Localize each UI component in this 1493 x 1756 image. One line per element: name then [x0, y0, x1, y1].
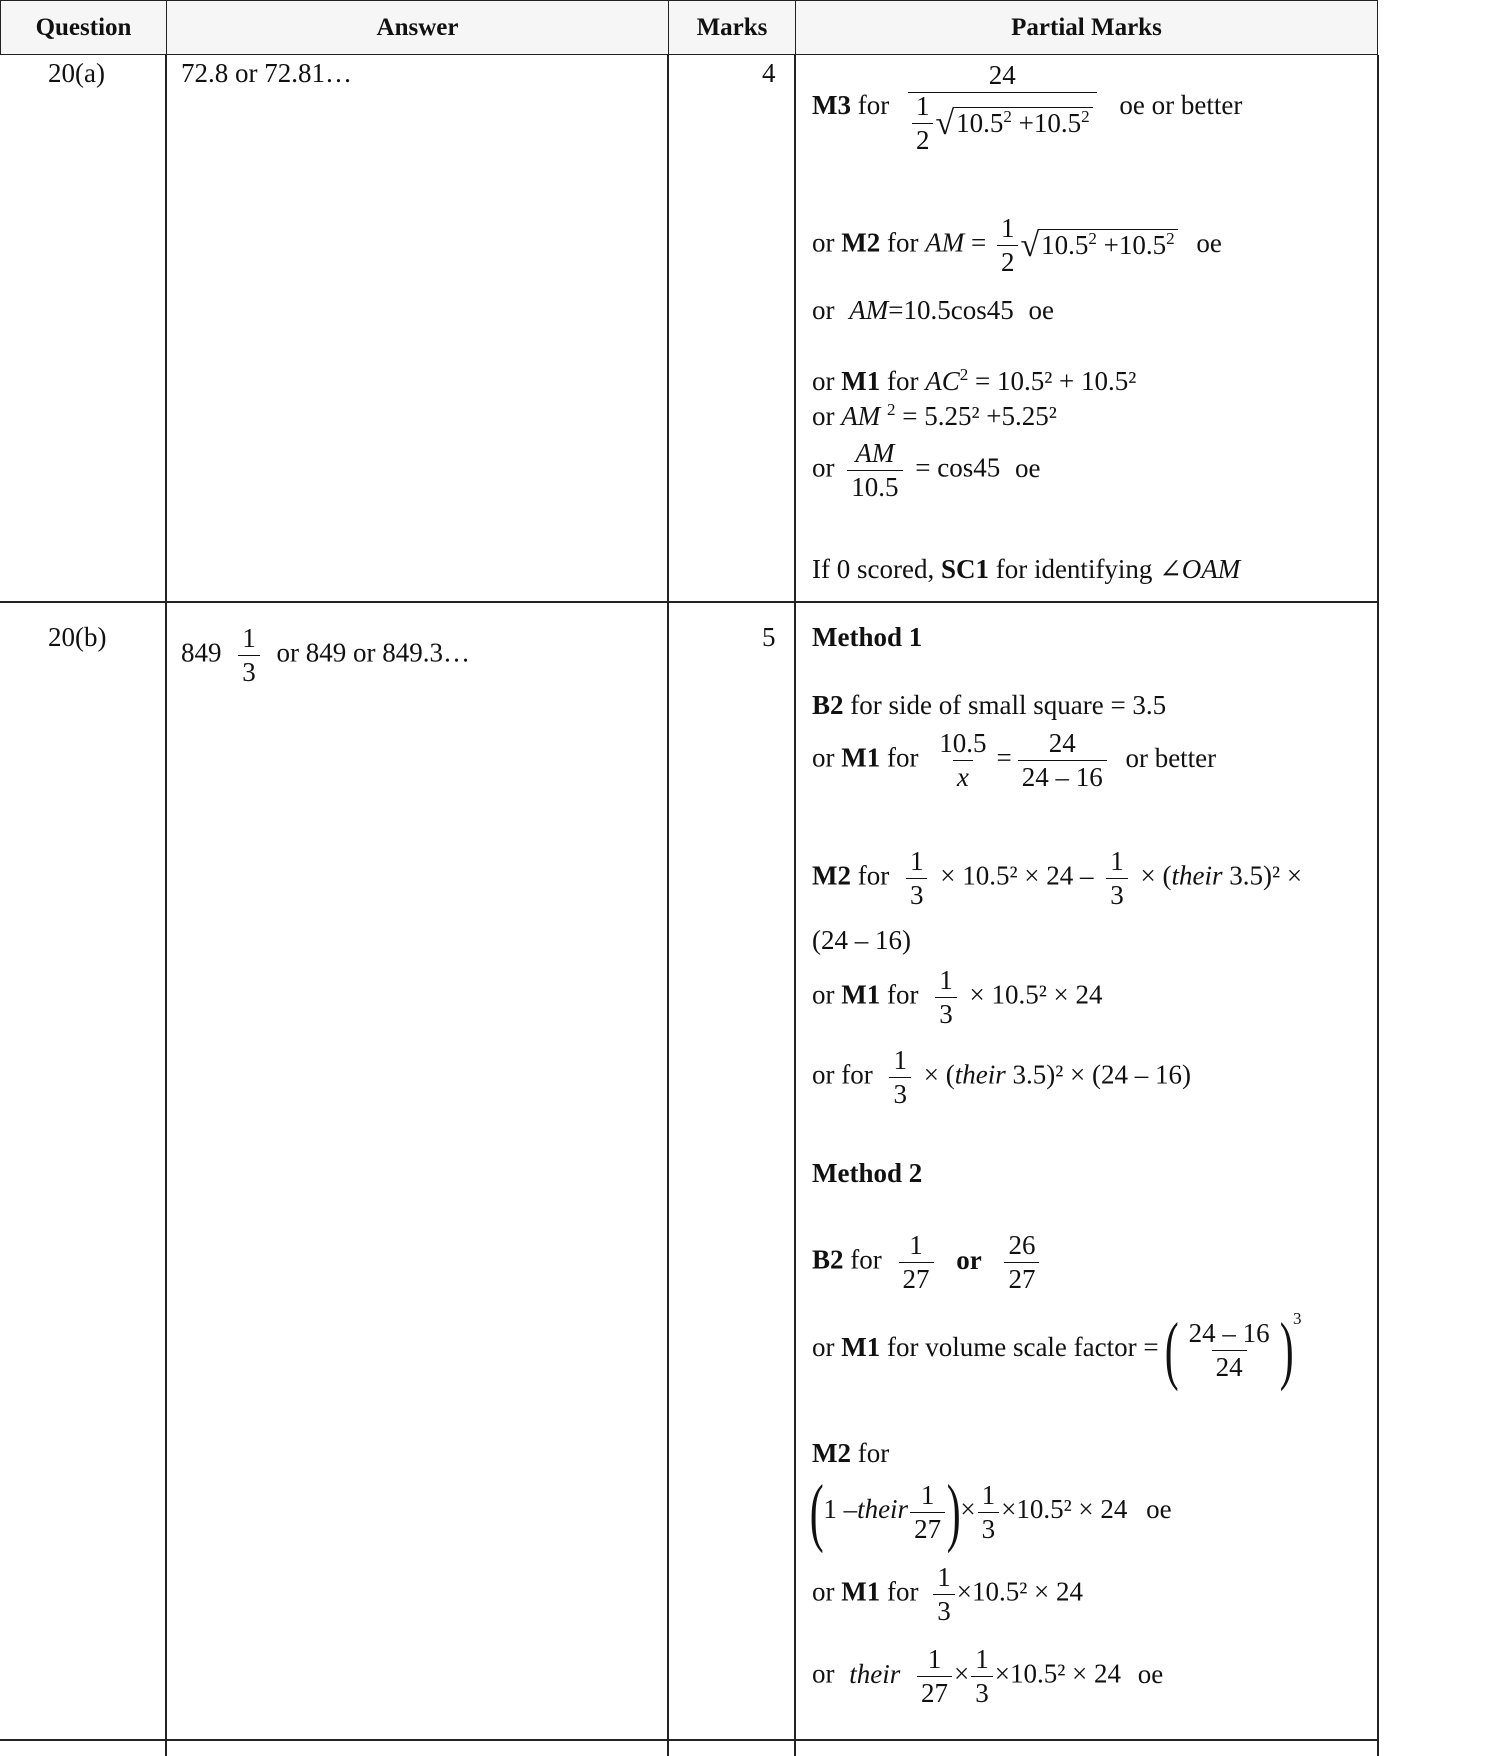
col-divider: [1377, 55, 1379, 1756]
row-divider: [0, 601, 1379, 603]
partial-m2: or M2 for AM = $\frac{1}{2}$ √ $10.5^2 +10.5^2$ oe: [812, 213, 1222, 277]
answer-value: 849 $\frac{1}{3}$ or 849 or 849.3…: [181, 623, 470, 687]
partial-m1-cos: or $\frac{AM}{10.5}$ = cos45 oe: [812, 438, 1041, 502]
col-divider: [165, 55, 167, 1756]
partial-alt-cos: or AM=10.5cos45 oe: [812, 295, 1054, 325]
partial-m1: or M1 for $AC^2 = 10.5^2 + 10.5^2$: [812, 365, 1137, 396]
question-number: 20(b): [48, 622, 107, 652]
partial-m1-alt: or AM $^2$ = 5.25² +5.25²: [812, 400, 1057, 431]
partial-m2-volume: M2 for $\frac{1}{3}$ × 10.5² × 24 – $\frac{1}{3}$ × (their 3.5)² ×: [812, 846, 1303, 910]
answer-value: 72.8 or 72.81…: [181, 58, 352, 88]
method-1-heading: Method 1: [812, 622, 923, 652]
marks-value: 5: [762, 622, 776, 652]
marks-value: 4: [762, 58, 776, 88]
header-marks: Marks: [668, 0, 796, 55]
partial-m2-method2-expr: (1 –their $\frac{1}{27}$ )× $\frac{1}{3}$ ×10.5² × 24 oe: [809, 1470, 1172, 1554]
header-partial-marks: Partial Marks: [795, 0, 1378, 55]
col-divider: [794, 55, 796, 1756]
row-divider: [0, 1739, 1379, 1741]
partial-m1-volume: or M1 for $\frac{1}{3}$ × 10.5² × 24: [812, 965, 1103, 1029]
partial-sc1: If 0 scored, SC1 for identifying ∠OAM: [812, 554, 1241, 584]
col-divider: [667, 55, 669, 1756]
partial-m1-method2-alt: or their $\frac{1}{27}$ × $\frac{1}{3}$ ×10.5² × 24 oe: [812, 1644, 1164, 1708]
partial-m2-volume-cont: (24 – 16): [812, 925, 911, 955]
header-answer: Answer: [166, 0, 669, 55]
partial-m1-method2: or M1 for $\frac{1}{3}$ ×10.5² × 24: [812, 1562, 1084, 1626]
partial-b2-fractions: B2 for $\frac{1}{27}$ or $\frac{26}{27}$: [812, 1232, 1045, 1293]
partial-m1-scale-factor: or M1 for volume scale factor = ( $\frac{24 - 16}{24}$ )$^3$: [812, 1308, 1302, 1392]
method-2-heading: Method 2: [812, 1158, 923, 1188]
partial-m3: M3 for 24 $\frac{1}{2}$ √ $10.5^2 +10.5^2$ oe or better: [812, 60, 1243, 155]
partial-b2: B2 for side of small square = 3.5: [812, 690, 1167, 720]
partial-m1-small-volume: or for $\frac{1}{3}$ × (their 3.5)² × (24 – 16): [812, 1045, 1191, 1109]
partial-m1-ratio: or M1 for $\frac{10.5}{x}$ = $\frac{24}{24 - 16}$ or better: [812, 728, 1217, 792]
header-question: Question: [0, 0, 167, 55]
question-number: 20(a): [48, 58, 105, 88]
partial-m2-method2: M2 for: [812, 1438, 890, 1468]
